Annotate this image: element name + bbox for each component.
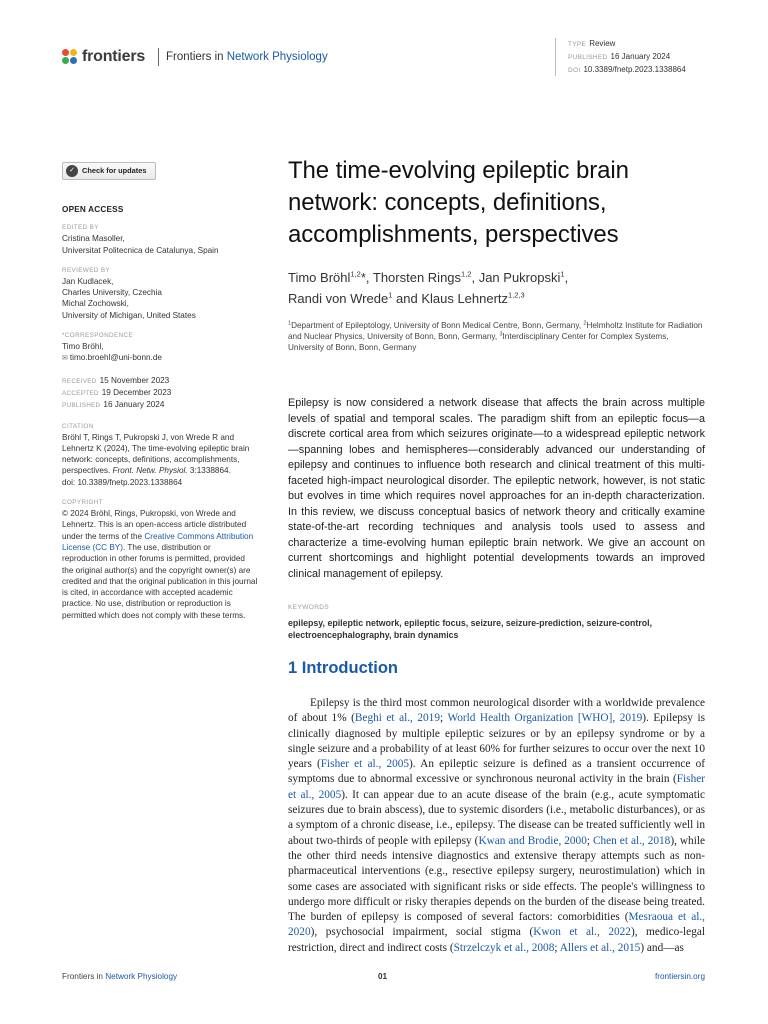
author-name[interactable]: Klaus Lehnertz [421, 291, 509, 306]
page-footer [62, 972, 705, 986]
body-text-run: ). An epileptic seizure is defined as a transient occurrence of symptoms due to abnormal excessive or synchronous neuronal activity in the brain ( [288, 758, 706, 786]
citation-link[interactable]: Kwan and Brodie, 2000 [478, 834, 587, 847]
citation-body: Bröhl T, Rings T, Pukropski J, von Wrede R and Lehnertz K (2024), The time-evolving epileptic brain network: concepts, definitions, accomplishments, perspectives. [62, 432, 250, 476]
meta-published [568, 51, 686, 64]
introduction-paragraph [288, 696, 705, 956]
citation-link[interactable]: Beghi et al., 2019 [354, 712, 440, 725]
dates-block [62, 375, 258, 412]
author-name[interactable]: Thorsten Rings [372, 270, 462, 285]
body-text-run: Epilepsy is the third most common neurological disorder with a worldwide prevalence of about 1% ( [288, 697, 705, 725]
journal-name[interactable] [166, 51, 328, 63]
affiliation-text: Department of Epileptology, University of Bonn Medical Centre, Bonn, Germany, [291, 321, 584, 330]
meta-published-label: PUBLISHED [568, 54, 608, 61]
section-heading-introduction: 1 Introduction [288, 659, 398, 677]
affiliations [288, 320, 705, 353]
citation-link[interactable]: Mesraoua et al., 2020 [288, 911, 705, 939]
body-text-run: ; [554, 941, 560, 954]
citation-link[interactable]: Fisher et al., 2005 [288, 773, 705, 801]
body-text-run: ), psychosocial impairment, social stigma ( [310, 926, 534, 939]
abstract: Epilepsy is now considered a network disease that affects the brain across multiple levels of spatial and temporal scales. The paradigm shift from an epileptic focus—a discrete cortical area from which seizures originate—to a widespread epileptic network—spanning lobes and hemispheres—considerably advanced our understanding of epilepsy and continues to influence both research and clinical treatment of this multi-faceted high-impact neurological disorder. The epileptic network, however, is not static but evolves in time which requires novel approaches for an in-depth characterization. In this review, we discuss conceptual basics of network theory and critically examine state-of-the-art recording techniques and analysis tools used to assess and characterize a time-evolving human epileptic brain network. We give an account on current shortcomings and highlight potential developments towards an improved clinical management of epilepsy. [288, 397, 705, 580]
footer-journal[interactable] [62, 972, 177, 981]
citation-doi[interactable]: doi: 10.3389/fnetp.2023.1338864 [62, 477, 183, 487]
meta-doi-value[interactable]: 10.3389/fnetp.2023.1338864 [583, 65, 686, 74]
citation-journal: Front. Netw. Physiol. [112, 466, 188, 476]
page-number: 01 [378, 972, 388, 981]
meta-doi-label: DOI [568, 67, 581, 74]
correspondence-label: *CORRESPONDENCE [62, 332, 134, 340]
accepted-label: ACCEPTED [62, 389, 99, 397]
frontiers-logo[interactable] [62, 48, 145, 66]
body-text-run: ), while the other third needs intensive diagnostics and extensive therapy attempts such as non-pharmaceutical interventions (e.g., resective epilepsy surgery, neurostimulation) which in some cases are associated with significant risks or side effects. The people's willingness to undergo more difficult or risky therapies depends on the burden of the disease being treated. The burden of epilepsy is composed of several factors: comorbidities ( [288, 834, 705, 924]
reviewer-2-name: Michal Zochowski, [62, 299, 129, 309]
published-value: 16 January 2024 [103, 400, 165, 410]
accepted-row [62, 387, 258, 399]
footer-journal-prefix: Frontiers in [62, 972, 106, 981]
affiliation-text: Interdisciplinary Center for Complex Systems, University of Bonn, Bonn, Germany [288, 332, 669, 352]
copyright-body-2: . The use, distribution or reproduction in other forums is permitted, provided the original author(s) and the copyright owner(s) are credited and that the original publication in this journal is cited, in accordance with accepted academic practice. No use, distribution or reproduction is permitted which does not comply with these terms. [62, 542, 258, 620]
frontiers-logo-icon [62, 49, 78, 65]
footer-site-link[interactable]: frontiersin.org [654, 972, 705, 981]
citation-link[interactable]: Fisher et al., 2005 [320, 758, 410, 771]
reviewer-1-name: Jan Kudlacek, [62, 276, 114, 286]
correspondence-email-row [62, 352, 258, 364]
body-text-run: ), medico-legal restriction, direct and indirect costs ( [288, 926, 706, 954]
check-updates-icon: ✓ [66, 165, 78, 177]
copyright-text [62, 508, 258, 621]
author-affiliation-sup: 1 [560, 269, 565, 279]
reviewer-1-affiliation: Charles University, Czechia [62, 288, 162, 298]
citation-link[interactable]: Strzelczyk et al., 2008 [453, 941, 555, 954]
article-meta [555, 38, 686, 76]
copyright-body-1: © 2024 Bröhl, Rings, Pukropski, von Wrede and Lehnertz. This is an open-access article distributed under the terms of the [62, 509, 247, 541]
published-row [62, 399, 258, 411]
header-divider [158, 48, 159, 66]
footer-journal-name: Network Physiology [105, 972, 178, 981]
body-text-run: ) and—as [640, 941, 684, 954]
accepted-value: 19 December 2023 [101, 387, 172, 397]
mail-icon: ✉ [62, 355, 68, 363]
citation-label: CITATION [62, 422, 94, 430]
open-access-label: OPEN ACCESS [62, 205, 124, 214]
keywords: epilepsy, epileptic network, epileptic focus, seizure, seizure-prediction, seizure-control, electroencephalography, brain dynamics [288, 618, 653, 640]
body-text-run: ). It can appear due to an acute disease of the brain (e.g., acute symptomatic seizures due to brain abscess), due to systemic disorders (i.e., metabolic disturbances), or as a symptom of a chronic disease, i.e., epilepsy. The disease can be treated sufficiently well in about two-thirds of people with epilepsy ( [288, 788, 705, 847]
copyright-label: COPYRIGHT [62, 499, 104, 507]
edited-by-name: Cristina Masoller, [62, 234, 125, 244]
sidebar [62, 162, 258, 621]
citation-text [62, 432, 258, 488]
logo-text: frontiers [82, 48, 146, 65]
author-separator: *, [360, 270, 373, 285]
author-separator: and [392, 291, 422, 306]
article-title: The time-evolving epileptic brain network: concepts, definitions, accomplishments, perspectives [288, 157, 629, 248]
affiliation-number: 2 [583, 320, 587, 327]
cc-by-link[interactable]: Creative Commons Attribution License (CC BY) [62, 531, 254, 552]
meta-published-value: 16 January 2024 [610, 52, 671, 61]
keywords-label: KEYWORDS [288, 604, 330, 611]
correspondence-email[interactable]: timo.broehl@uni-bonn.de [69, 353, 162, 363]
author-name[interactable]: Timo Bröhl [288, 270, 351, 285]
author-affiliation-sup: 1,2 [350, 269, 361, 279]
citation-volume: 3:1338864. [187, 466, 231, 476]
citation-link[interactable]: World Health Organization [WHO], 2019 [447, 712, 643, 725]
affiliation-text: Helmholtz Institute for Radiation and Nuclear Physics, University of Bonn, Bonn, Germany, [288, 321, 703, 341]
citation-link[interactable]: Chen et al., 2018 [592, 834, 671, 847]
citation-link[interactable]: Allers et al., 2015 [559, 941, 641, 954]
received-label: RECEIVED [62, 377, 97, 385]
correspondence-name: Timo Bröhl, [62, 342, 104, 352]
body-text-run: ; [439, 712, 448, 725]
page-header [62, 39, 712, 86]
author-name[interactable]: Randi von Wrede [288, 291, 389, 306]
reviewed-by-label: REVIEWED BY [62, 266, 111, 274]
journal-prefix: Frontiers in [166, 51, 227, 63]
affiliation-number: 3 [499, 331, 503, 338]
meta-type-label: TYPE [568, 41, 587, 48]
body-text-run: ). Epilepsy is clinically diagnosed by multiple epileptic seizures or by an epilepsy syndrome or by a single seizure and a probability of at least 60% for further seizures to occur over the next 10 years ( [288, 712, 705, 771]
reviewer-2-affiliation: University of Michigan, United States [62, 310, 196, 320]
author-affiliation-sup: 1,2 [461, 269, 472, 279]
citation-link[interactable]: Kwon et al., 2022 [533, 926, 631, 939]
body-text-run: ; [586, 834, 593, 847]
author-list [288, 267, 705, 309]
affiliation-number: 1 [288, 320, 292, 327]
journal-title: Network Physiology [226, 51, 328, 63]
author-affiliation-sup: 1 [388, 290, 393, 300]
author-name[interactable]: Jan Pukropski [478, 270, 561, 285]
check-for-updates-button[interactable] [62, 162, 156, 180]
author-affiliation-sup: 1,2,3 [508, 290, 525, 300]
meta-doi [568, 64, 686, 77]
meta-type [568, 38, 686, 51]
published-label: PUBLISHED [62, 402, 101, 410]
edited-by-affiliation: Universitat Politecnica de Catalunya, Spain [62, 245, 219, 255]
author-separator: , [564, 270, 569, 285]
check-updates-label: Check for updates [82, 166, 147, 176]
author-separator: , [471, 270, 479, 285]
received-row [62, 375, 258, 387]
edited-by-label: EDITED BY [62, 224, 99, 232]
article-main [288, 155, 705, 956]
received-value: 15 November 2023 [99, 375, 170, 385]
meta-type-value: Review [589, 39, 616, 48]
